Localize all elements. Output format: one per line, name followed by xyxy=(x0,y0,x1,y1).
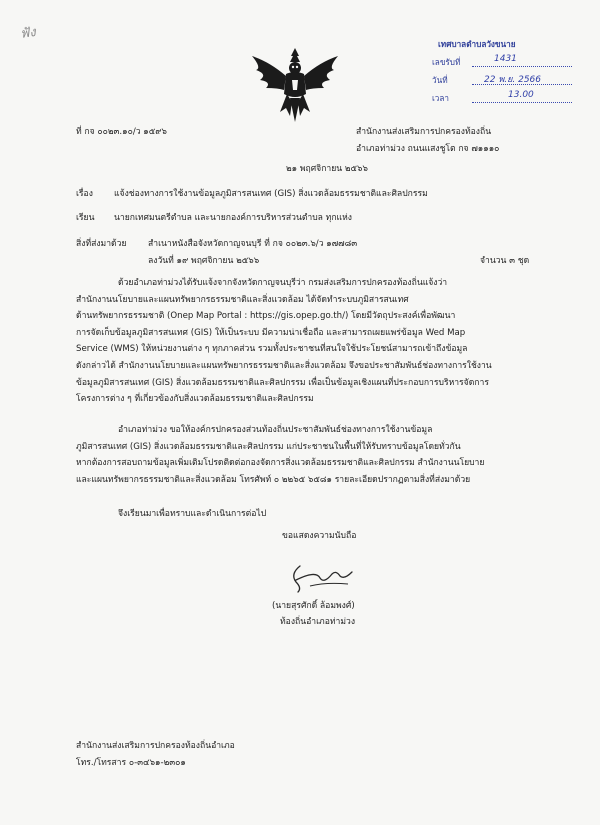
footer-office: สำนักงานส่งเสริมการปกครองท้องถิ่นอำเภอ xyxy=(76,741,235,751)
paragraph-line: และแผนทรัพยากรธรรมชาติและสิ่งแวดล้อม โทรศัพท์ ๐ ๒๒๖๕ ๖๕๘๑ รายละเอียดปรากฏตามสิ่งที่ส่งมาด้วย xyxy=(76,474,471,485)
body-paragraph-1 xyxy=(76,275,532,408)
paragraph-line: หากต้องการสอบถามข้อมูลเพิ่มเติมโปรดติดต่อกองจัดการสิ่งแวดล้อมธรรมชาติและศิลปกรรม สำนักงานนโยบาย xyxy=(76,458,485,469)
paragraph-line: ด้วยอำเภอท่าม่วงได้รับแจ้งจากจังหวัดกาญจนบุรีว่า กรมส่งเสริมการปกครองท้องถิ่นแจ้งว่า xyxy=(118,278,448,288)
sender-office: สำนักงานส่งเสริมการปกครองท้องถิ่น xyxy=(356,127,492,137)
signatory-position: ท้องถิ่นอำเภอท่าม่วง xyxy=(280,617,356,627)
signatory-name: (นายสุรศักดิ์ ล้อมพงศ์) xyxy=(272,601,355,611)
attachment-line1: สำเนาหนังสือจังหวัดกาญจนบุรี ที่ กจ ๐๐๒๓.๖/ว ๑๗๗๘๓ xyxy=(148,239,358,249)
attachment-quantity: จำนวน ๓ ชุด xyxy=(480,256,530,266)
paragraph-line: การจัดเก็บข้อมูลภูมิสารสนเทศ (GIS) ให้เป็นระบบ มีความน่าเชื่อถือ และสามารถเผยแพร่ข้อมูล Wed Map xyxy=(76,327,466,338)
paragraph-line: ดังกล่าวได้ สำนักงานนโยบายและแผนทรัพยากรธรรมชาติและสิ่งแวดล้อม จึงขอประชาสัมพันธ์ช่องทางการใช้งาน xyxy=(76,360,492,371)
footer-phone: โทร./โทรสาร ๐-๓๔๖๑-๒๓๐๑ xyxy=(76,758,186,768)
received-stamp xyxy=(424,36,574,108)
margin-handwritten-note: ฟัง xyxy=(19,24,37,43)
stamp-time: 13.00 xyxy=(508,90,534,100)
attachment-label: สิ่งที่ส่งมาด้วย xyxy=(76,239,127,249)
handwritten-signature xyxy=(286,560,358,594)
stamp-date-label: วันที่ xyxy=(432,75,448,85)
paragraph-line: สำนักงานนโยบายและแผนทรัพยากรธรรมชาติและสิ่งแวดล้อม ได้จัดทำระบบภูมิสารสนเทศ xyxy=(76,294,409,305)
paragraph-line: อำเภอท่าม่วง ขอให้องค์กรปกครองส่วนท้องถิ่นประชาสัมพันธ์ช่องทางการใช้งานข้อมูล xyxy=(118,425,433,435)
letter-date: ๒๑ พฤศจิกายน ๒๕๖๖ xyxy=(286,164,368,174)
stamp-time-label: เวลา xyxy=(432,93,450,103)
paragraph-line: ข้อมูลภูมิสารสนเทศ (GIS) สิ่งแวดล้อมธรรมชาติและศิลปกรรม เพื่อเป็นข้อมูลเชิงแผนที่ประกอบการบริหารจัดการ xyxy=(76,377,489,388)
paragraph-line: Service (WMS) ให้หน่วยงานต่าง ๆ ทุกภาคส่วน รวมทั้งประชาชนที่สนใจใช้ประโยชน์สามารถเข้าถึงข้อมูล xyxy=(76,344,468,355)
closing-request: จึงเรียนมาเพื่อทราบและดำเนินการต่อไป xyxy=(118,509,267,519)
subject-text: แจ้งช่องทางการใช้งานข้อมูลภูมิสารสนเทศ (GIS) สิ่งแวดล้อมธรรมชาติและศิลปกรรม xyxy=(114,189,428,199)
reference-number: ที่ กจ ๐๐๒๓.๑๐/ว ๑๕๙๖ xyxy=(76,127,167,137)
stamp-receive-no: 1431 xyxy=(494,54,517,64)
paragraph-line: โครงการต่าง ๆ ที่เกี่ยวข้องกับสิ่งแวดล้อมธรรมชาติและศิลปกรรม xyxy=(76,394,314,405)
garuda-emblem xyxy=(246,46,344,124)
paragraph-line: ด้านทรัพยากรธรรมชาติ (Onep Map Portal : https://gis.opep.go.th/) โดยมีวัตถุประสงค์เพื่อพัฒนา xyxy=(76,311,456,322)
salutation-text: นายกเทศมนตรีตำบล และนายกองค์การบริหารส่วนตำบล ทุกแห่ง xyxy=(114,213,352,223)
attachment-line2: ลงวันที่ ๑๙ พฤศจิกายน ๒๕๖๖ xyxy=(148,256,260,266)
sender-address: อำเภอท่าม่วง ถนนแสงชูโต กจ ๗๑๑๑๐ xyxy=(356,144,500,154)
paragraph-line: ภูมิสารสนเทศ (GIS) สิ่งแวดล้อมธรรมชาติและศิลปกรรม แก่ประชาชนในพื้นที่ให้รับทราบข้อมูลโดยทั่วกัน xyxy=(76,441,461,452)
stamp-date: 22 พ.ย. 2566 xyxy=(484,75,542,85)
complimentary-close: ขอแสดงความนับถือ xyxy=(282,531,357,541)
body-paragraph-2 xyxy=(76,422,532,488)
stamp-receive-no-label: เลขรับที่ xyxy=(432,57,461,67)
subject-label: เรื่อง xyxy=(76,189,93,199)
stamp-office: เทศบาลตำบลวังขนาย xyxy=(438,39,516,49)
salutation-label: เรียน xyxy=(76,213,95,223)
